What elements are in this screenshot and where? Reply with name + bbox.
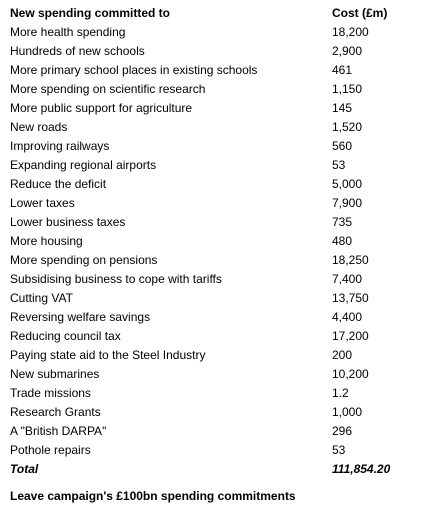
table-row (10, 156, 430, 175)
row-item-label: More spending on pensions (10, 253, 158, 267)
spending-table (10, 4, 430, 479)
row-cost-value: 296 (332, 424, 353, 438)
table-caption: Leave campaign's £100bn spending commitments (10, 489, 296, 503)
table-row (10, 327, 430, 346)
row-item-label: More spending on scientific research (10, 82, 206, 96)
row-cost-value: 1,150 (332, 82, 363, 96)
row-cost-value: 7,900 (332, 196, 363, 210)
table-row (10, 99, 430, 118)
table-row (10, 213, 430, 232)
row-cost-value: 18,200 (332, 25, 369, 39)
table-row (10, 61, 430, 80)
row-cost-value: 53 (332, 158, 346, 172)
row-item-label: Improving railways (10, 139, 110, 153)
table-body (10, 23, 430, 460)
row-cost-value: 4,400 (332, 310, 363, 324)
row-item-label: Cutting VAT (10, 291, 73, 305)
row-item-label: Reduce the deficit (10, 177, 107, 191)
row-cost-value: 200 (332, 348, 353, 362)
table-row (10, 194, 430, 213)
row-item-label: Lower taxes (10, 196, 75, 210)
table-row (10, 308, 430, 327)
row-item-label: Lower business taxes (10, 215, 126, 229)
row-item-label: Hundreds of new schools (10, 44, 145, 58)
row-cost-value: 18,250 (332, 253, 369, 267)
row-cost-value: 5,000 (332, 177, 363, 191)
table-row (10, 270, 430, 289)
table-row (10, 175, 430, 194)
row-item-label: Expanding regional airports (10, 158, 157, 172)
row-cost-value: 7,400 (332, 272, 363, 286)
table-row (10, 384, 430, 403)
total-value: 111,854.20 (332, 462, 391, 476)
table-row (10, 42, 430, 61)
table-row (10, 289, 430, 308)
row-item-label: Trade missions (10, 386, 91, 400)
row-item-label: Research Grants (10, 405, 101, 419)
row-item-label: Paying state aid to the Steel Industry (10, 348, 206, 362)
table-row (10, 441, 430, 460)
row-cost-value: 1.2 (332, 386, 349, 400)
row-cost-value: 1,000 (332, 405, 363, 419)
row-item-label: A "British DARPA" (10, 424, 107, 438)
row-item-label: Pothole repairs (10, 443, 91, 457)
column-header-cost: Cost (£m) (332, 6, 388, 20)
table-row (10, 118, 430, 137)
row-item-label: Reducing council tax (10, 329, 121, 343)
table-total-row (10, 460, 430, 479)
table-row (10, 403, 430, 422)
total-label: Total (10, 462, 39, 476)
row-item-label: New roads (10, 120, 68, 134)
table-row (10, 346, 430, 365)
row-cost-value: 10,200 (332, 367, 369, 381)
row-cost-value: 1,520 (332, 120, 363, 134)
row-item-label: More primary school places in existing schools (10, 63, 258, 77)
row-cost-value: 735 (332, 215, 353, 229)
row-cost-value: 17,200 (332, 329, 369, 343)
table-row (10, 23, 430, 42)
table-row (10, 232, 430, 251)
row-cost-value: 53 (332, 443, 346, 457)
column-header-item: New spending committed to (10, 6, 171, 20)
row-item-label: More health spending (10, 25, 126, 39)
row-item-label: Reversing welfare savings (10, 310, 151, 324)
table-row (10, 251, 430, 270)
row-item-label: New submarines (10, 367, 100, 381)
row-item-label: Subsidising business to cope with tariffs (10, 272, 222, 286)
row-cost-value: 13,750 (332, 291, 369, 305)
table-row (10, 137, 430, 156)
row-item-label: More public support for agriculture (10, 101, 193, 115)
row-cost-value: 480 (332, 234, 353, 248)
table-row (10, 80, 430, 99)
row-cost-value: 145 (332, 101, 353, 115)
table-header-row (10, 4, 430, 23)
row-item-label: More housing (10, 234, 83, 248)
row-cost-value: 461 (332, 63, 353, 77)
table-row (10, 365, 430, 384)
row-cost-value: 560 (332, 139, 353, 153)
table-row (10, 422, 430, 441)
row-cost-value: 2,900 (332, 44, 363, 58)
